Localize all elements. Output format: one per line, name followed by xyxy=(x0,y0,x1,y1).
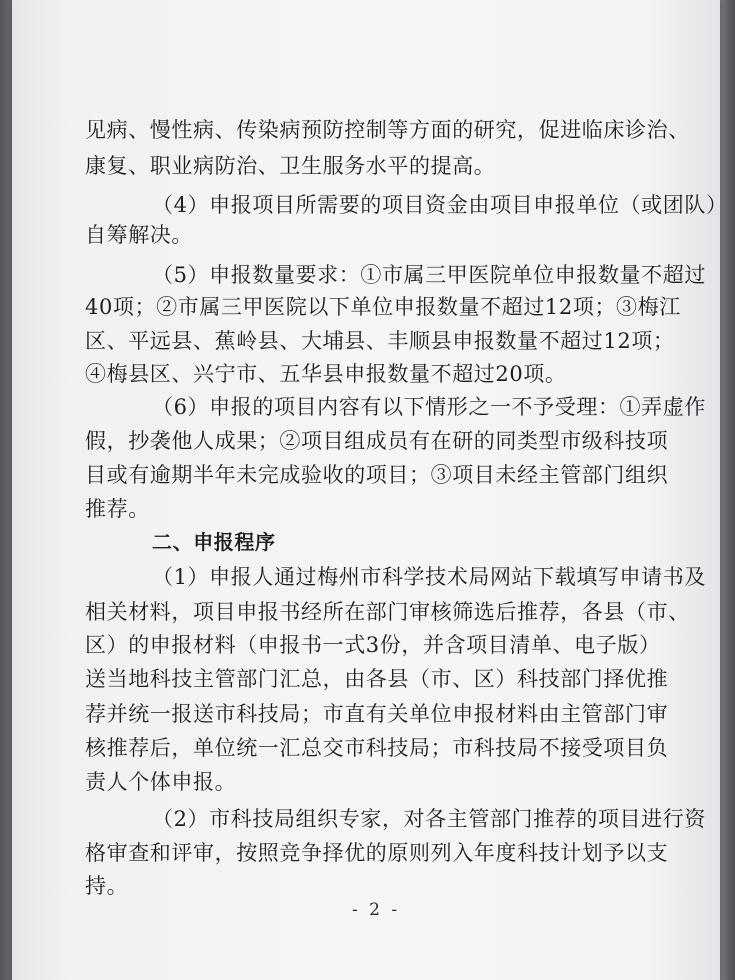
body-text-line: 相关材料，项目申报书经所在部门审核筛选后推荐，各县（市、 xyxy=(85,600,690,624)
body-text-line: 持。 xyxy=(85,874,129,898)
body-text-line: 送当地科技主管部门汇总，由各县（市、区）科技部门择优推 xyxy=(85,667,669,691)
body-text-line: （4）申报项目所需要的项目资金由项目申报单位（或团队） xyxy=(152,193,728,217)
body-text-line: 责人个体申报。 xyxy=(85,770,237,794)
body-text-line: （5）申报数量要求：①市属三甲医院单位申报数量不超过 xyxy=(152,263,706,287)
body-text-line: （6）申报的项目内容有以下情形之一不予受理：①弄虚作 xyxy=(152,395,706,419)
body-text-line: 目或有逾期半年未完成验收的项目；③项目未经主管部门组织 xyxy=(85,463,669,487)
body-text-line: 区、平远县、蕉岭县、大埔县、丰顺县申报数量不超过12项； xyxy=(85,329,675,353)
body-text-line: 格审查和评审，按照竞争择优的原则列入年度科技计划予以支 xyxy=(85,841,669,865)
body-text-line: 假，抄袭他人成果；②项目组成员有在研的同类型市级科技项 xyxy=(85,429,669,453)
paper-page xyxy=(12,0,728,980)
body-text-line: （2）市科技局组织专家，对各主管部门推荐的项目进行资 xyxy=(152,807,706,831)
page-number: - 2 - xyxy=(352,900,401,920)
body-text-line: 自筹解决。 xyxy=(85,223,193,247)
body-text-line: 荐并统一报送市科技局；市直有关单位申报材料由主管部门审 xyxy=(85,702,669,726)
body-text-line: 区）的申报材料（申报书一式3份，并含项目清单、电子版） xyxy=(85,633,661,657)
body-text-line: （1）申报人通过梅州市科学技术局网站下载填写申请书及 xyxy=(152,565,706,589)
body-text-line: 40项；②市属三甲医院以下单位申报数量不超过12项；③梅江 xyxy=(85,295,681,319)
body-text-line: 核推荐后，单位统一汇总交市科技局；市科技局不接受项目负 xyxy=(85,736,669,760)
body-text-line: 见病、慢性病、传染病预防控制等方面的研究，促进临床诊治、 xyxy=(85,118,690,142)
body-text-line: ④梅县区、兴宁市、五华县申报数量不超过20项。 xyxy=(85,362,567,386)
body-text-line: 推荐。 xyxy=(85,497,150,521)
body-text-line: 康复、职业病防治、卫生服务水平的提高。 xyxy=(85,154,496,178)
section-heading: 二、申报程序 xyxy=(152,530,276,554)
